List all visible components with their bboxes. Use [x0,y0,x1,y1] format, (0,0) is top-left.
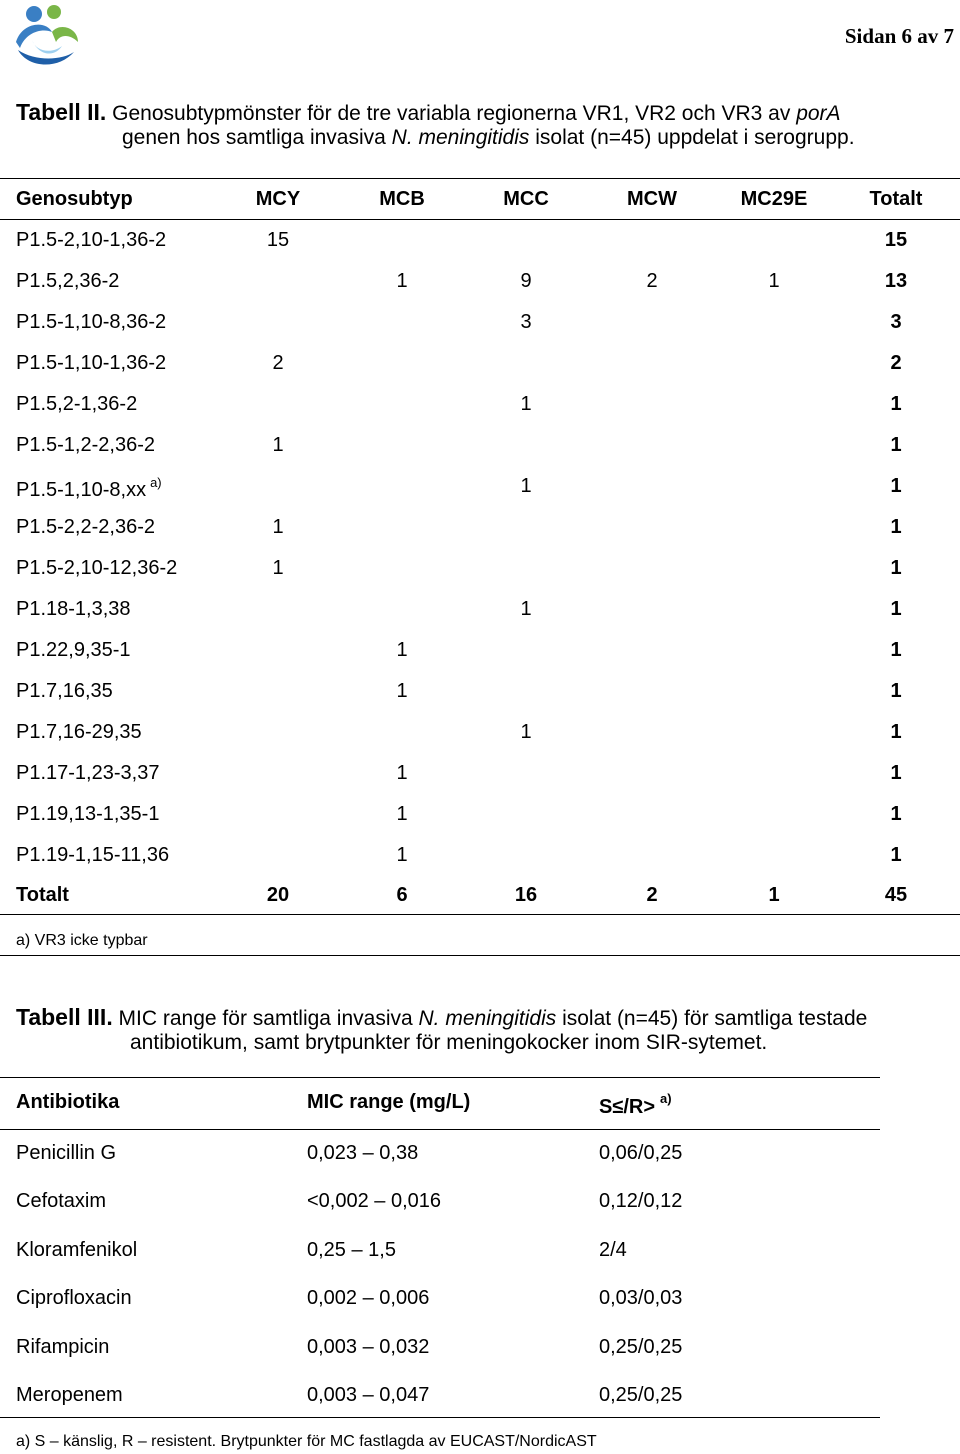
cell-text: 0,003 – 0,047 [307,1384,430,1406]
table-cell: 1 [768,270,780,292]
table-cell [16,1384,123,1407]
table-row [0,752,960,793]
table-cell [599,1190,682,1213]
table-cell [599,1336,682,1359]
cell-text: 0,12/0,12 [599,1190,683,1213]
table-cell: 16 [514,884,538,906]
table3-caption-species: N. meningitidis [418,1007,557,1030]
cell-text: Cefotaxim [16,1190,107,1213]
table-cell [16,1336,109,1359]
table2-footnote: a) VR3 icke typbar [16,932,148,949]
table-total-row [0,874,960,915]
cell-text: 0,03/0,03 [599,1287,683,1310]
table-cell [599,1142,682,1165]
cell-text: 0,25 – 1,5 [307,1238,396,1261]
table-row [0,424,960,465]
table-cell: P1.5-1,10-8,xx $^{a)}$ [16,475,162,501]
table-cell [16,1091,119,1114]
table-cell: P1.18-1,3,38 [16,598,131,620]
table-row [0,506,960,547]
table-cell: P1.5-1,2-2,36-2 [16,434,155,456]
table-cell: Genosubtyp [16,188,133,210]
cell-text: 0,003 – 0,032 [307,1335,430,1358]
table-cell: 1 [396,803,408,825]
page-number: Sidan 6 av 7 [844,24,954,48]
cell-text: Penicillin G [16,1142,117,1164]
table-cell: 1 [520,721,532,743]
table-cell: 1 [890,475,902,497]
table-cell: 1 [272,557,284,579]
table-cell: 2 [646,270,658,292]
table-row [0,1178,880,1226]
table-cell: P1.19,13-1,35-1 [16,803,160,825]
table-cell: 1 [890,516,902,538]
table-cell: 1 [890,639,902,661]
table2-caption-label: Tabell II. [16,99,107,125]
table-row [0,342,960,383]
table-row [0,588,960,629]
table-row [0,629,960,670]
table-cell: P1.5-2,10-12,36-2 [16,557,178,579]
table-row [0,1130,880,1178]
table-cell [307,1336,429,1359]
cell-text: MIC range (mg/L) [307,1091,471,1113]
table-cell [599,1384,682,1407]
table2-caption-text3: isolat (n=45) uppdelat i serogrupp. [529,126,855,149]
table-cell [16,1142,116,1165]
table-row [0,670,960,711]
table-cell: 3 [520,311,532,333]
footnote-marker: a) [150,475,162,490]
table-cell: P1.19-1,15-11,36 [16,844,170,866]
table-cell: 1 [768,884,780,906]
table-cell [307,1384,429,1407]
table-cell: P1.7,16,35 [16,680,113,702]
table3-caption-label: Tabell III. [16,1004,113,1030]
table-cell [16,1239,137,1262]
table2-caption [16,100,855,150]
table-cell [307,1239,396,1262]
table-cell: 1 [272,434,284,456]
table-cell: 45 [884,884,908,906]
table-cell: MCY [255,188,301,210]
table-cell: MCC [503,188,549,210]
table-cell: 1 [396,270,408,292]
table-cell: Totalt [16,884,69,906]
table-rule [0,955,960,956]
table-cell: 20 [266,884,290,906]
table-row [0,219,960,260]
table-cell: 1 [890,762,902,784]
table-cell: 6 [396,884,408,906]
table-cell: MCB [379,188,425,210]
cell-text: <0,002 – 0,016 [307,1190,442,1213]
table-cell [16,1190,106,1213]
organization-logo [12,2,84,70]
table-cell: Totalt [869,188,923,210]
table-cell: 1 [396,844,408,866]
table-cell [307,1091,470,1114]
table-cell: 1 [520,475,532,497]
cell-text: 0,25/0,25 [599,1384,683,1406]
table-cell [599,1239,627,1262]
table-cell: 1 [890,393,902,415]
table-cell: P1.5-1,10-1,36-2 [16,352,167,374]
table-cell: 13 [884,270,908,292]
table3-caption-text3: antibiotikum, samt brytpunkter för meningokocker inom SIR-sytemet. [130,1031,768,1054]
table-cell: 1 [890,803,902,825]
cell-text: 2/4 [599,1238,627,1261]
table3-caption-text2: isolat (n=45) för samtliga testade [556,1007,868,1030]
footnote-marker: a) [660,1091,672,1106]
cell-text: 0,06/0,25 [599,1142,683,1164]
table-row [0,1324,880,1372]
table-cell: P1.5,2-1,36-2 [16,393,138,415]
table-cell: 1 [890,557,902,579]
table-cell: 1 [520,393,532,415]
table-row [0,301,960,342]
table-cell: P1.17-1,23-3,37 [16,762,160,784]
table-cell [307,1142,418,1165]
cell-text: Antibiotika [16,1091,120,1113]
table-row [0,1275,880,1323]
table-rule [0,1077,880,1078]
table-cell [16,1287,132,1310]
cell-text: Kloramfenikol [16,1238,138,1261]
table-cell: 9 [520,270,532,292]
table-row [0,383,960,424]
table-cell: 2 [890,352,902,374]
table-cell: 1 [890,844,902,866]
table3-caption-text1: MIC range för samtliga invasiva [112,1007,419,1030]
table-row [0,547,960,588]
table-header-row [0,1079,880,1127]
table-cell: MC29E [740,188,808,210]
table2-caption-species: N. meningitidis [391,126,530,149]
table-cell: 1 [396,762,408,784]
table2-caption-text2: genen hos samtliga invasiva [122,126,392,149]
cell-text: Ciprofloxacin [16,1287,132,1310]
table-cell: 1 [890,434,902,456]
table-cell: 2 [272,352,284,374]
table-cell: P1.5,2,36-2 [16,270,120,292]
table-cell: 1 [890,721,902,743]
table-cell: P1.5-2,2-2,36-2 [16,516,155,538]
table-cell: P1.22,9,35-1 [16,639,131,661]
table-cell: P1.7,16-29,35 [16,721,142,743]
table-cell: 1 [272,516,284,538]
table-cell: 2 [646,884,658,906]
table-row [0,711,960,752]
table3-footnote: a) S – känslig, R – resistent. Brytpunkter för MC fastlagda av EUCAST/NordicAST [16,1433,597,1450]
cell-text: S≤/R> [599,1096,655,1118]
table-cell: 15 [266,229,290,251]
table-cell: 1 [396,680,408,702]
table2-caption-text1: Genosubtypmönster för de tre variabla regionerna VR1, VR2 och VR3 av [106,102,797,125]
table-cell: 1 [890,598,902,620]
cell-text: 0,002 – 0,006 [307,1287,430,1310]
cell-text: 0,023 – 0,38 [307,1142,419,1164]
table2-caption-gene: porA [796,102,841,125]
table-cell: 1 [396,639,408,661]
cell-text: Meropenem [16,1384,123,1406]
table-cell: 15 [884,229,908,251]
table-cell: 1 [890,680,902,702]
table-row [0,793,960,834]
table-header-row [0,178,960,219]
table-cell: MCW [627,188,677,210]
table-row [0,465,960,506]
cell-text: Rifampicin [16,1335,110,1358]
table-row [0,1372,880,1420]
table-cell: 1 [520,598,532,620]
table-cell: P1.5-1,10-8,36-2 [16,311,167,333]
table-cell [599,1091,672,1119]
table-cell [307,1190,441,1213]
table-row [0,260,960,301]
table3-caption [16,1005,867,1055]
table-row [0,834,960,875]
table-row [0,1227,880,1275]
table-cell: P1.5-2,10-1,36-2 [16,229,167,251]
table-cell [599,1287,682,1310]
table-cell: 3 [890,311,902,333]
cell-text: 0,25/0,25 [599,1335,683,1358]
table-cell [307,1287,429,1310]
